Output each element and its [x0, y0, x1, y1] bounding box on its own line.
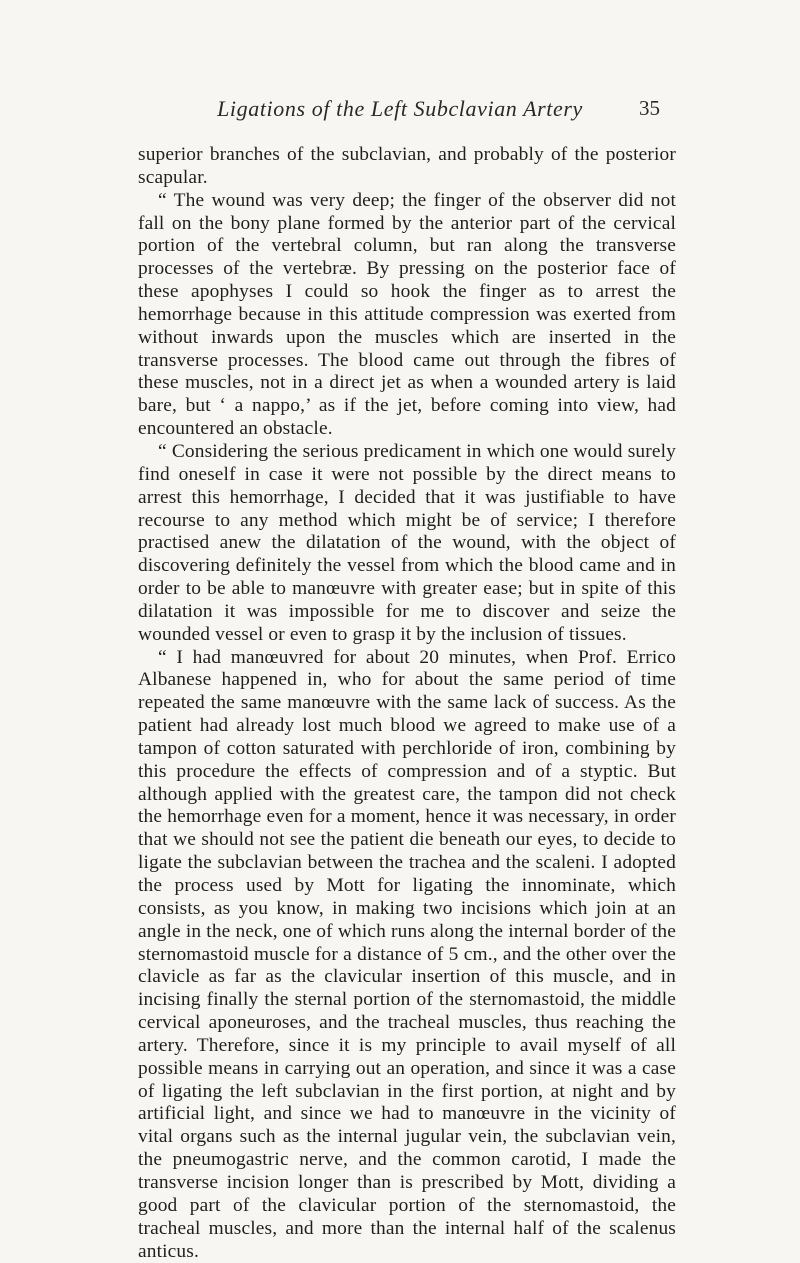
- paragraph: “ I had manœuvred for about 20 minutes, when Prof. Errico Albanese happened in, who for about the same period of time repeated the same manœuvre with the same lack of success. As the patient had already lost much blood we agreed to make use of a tampon of cotton saturated with perchloride of iron, combining by this procedure the effects of compression and of a styptic. But although applied with the greatest care, the tampon did not check the hemorrhage even for a moment, hence it was necessary, in order that we should not see the patient die beneath our eyes, to decide to ligate the subclavian between the trachea and the scaleni. I adopted the process used by Mott for ligating the innominate, which consists, as you know, in making two incisions which join at an angle in the neck, one of which runs along the internal border of the sternomastoid muscle for a distance of 5 cm., and the other over the clavicle as far as the clavicular insertion of this muscle, and in incising finally the sternal portion of the sternomastoid, the middle cervical aponeuroses, and the tracheal muscles, thus reaching the artery. Therefore, since it is my principle to avail myself of all possible means in carrying out an operation, and since it was a case of ligating the left subclavian in the first portion, at night and by artificial light, and since we had to manœuvre in the vicinity of vital organs such as the internal jugular vein, the subclavian vein, the pneumogastric nerve, and the common carotid, I made the transverse incision longer than is prescribed by Mott, dividing a good part of the clavicular portion of the sternomastoid, the tracheal muscles, and more than the internal half of the scalenus anticus.: [138, 646, 676, 1262]
- paragraph: “ Considering the serious predicament in which one would surely find oneself in case it were not possible by the direct means to arrest this hemorrhage, I decided that it was justifiable to have recourse to any method which might be of service; I therefore practised anew the dilatation of the wound, with the object of discovering definitely the vessel from which the blood came and in order to be able to manœuvre with greater ease; but in spite of this dilatation it was impossible for me to discover and seize the wounded vessel or even to grasp it by the inclusion of tissues.: [138, 440, 676, 645]
- paragraph: superior branches of the subclavian, and probably of the posterior scapular.: [138, 144, 676, 188]
- paragraph: “ The wound was very deep; the finger of the observer did not fall on the bony plane formed by the anterior part of the cervical portion of the vertebral column, but ran along the transverse processes of the vertebræ. By pressing on the posterior face of these apophyses I could so hook the finger as to arrest the hemorrhage because in this attitude compression was exerted from without inwards upon the muscles which are inserted in the transverse processes. The blood came out through the fibres of these muscles, not in a direct jet as when a wounded artery is laid bare, but ‘ a nappo,’ as if the jet, before coming into view, had encountered an obstacle.: [138, 189, 676, 440]
- running-title: Ligations of the Left Subclavian Artery: [217, 96, 583, 121]
- body-text: [138, 144, 676, 1263]
- page-number: 35: [639, 96, 660, 120]
